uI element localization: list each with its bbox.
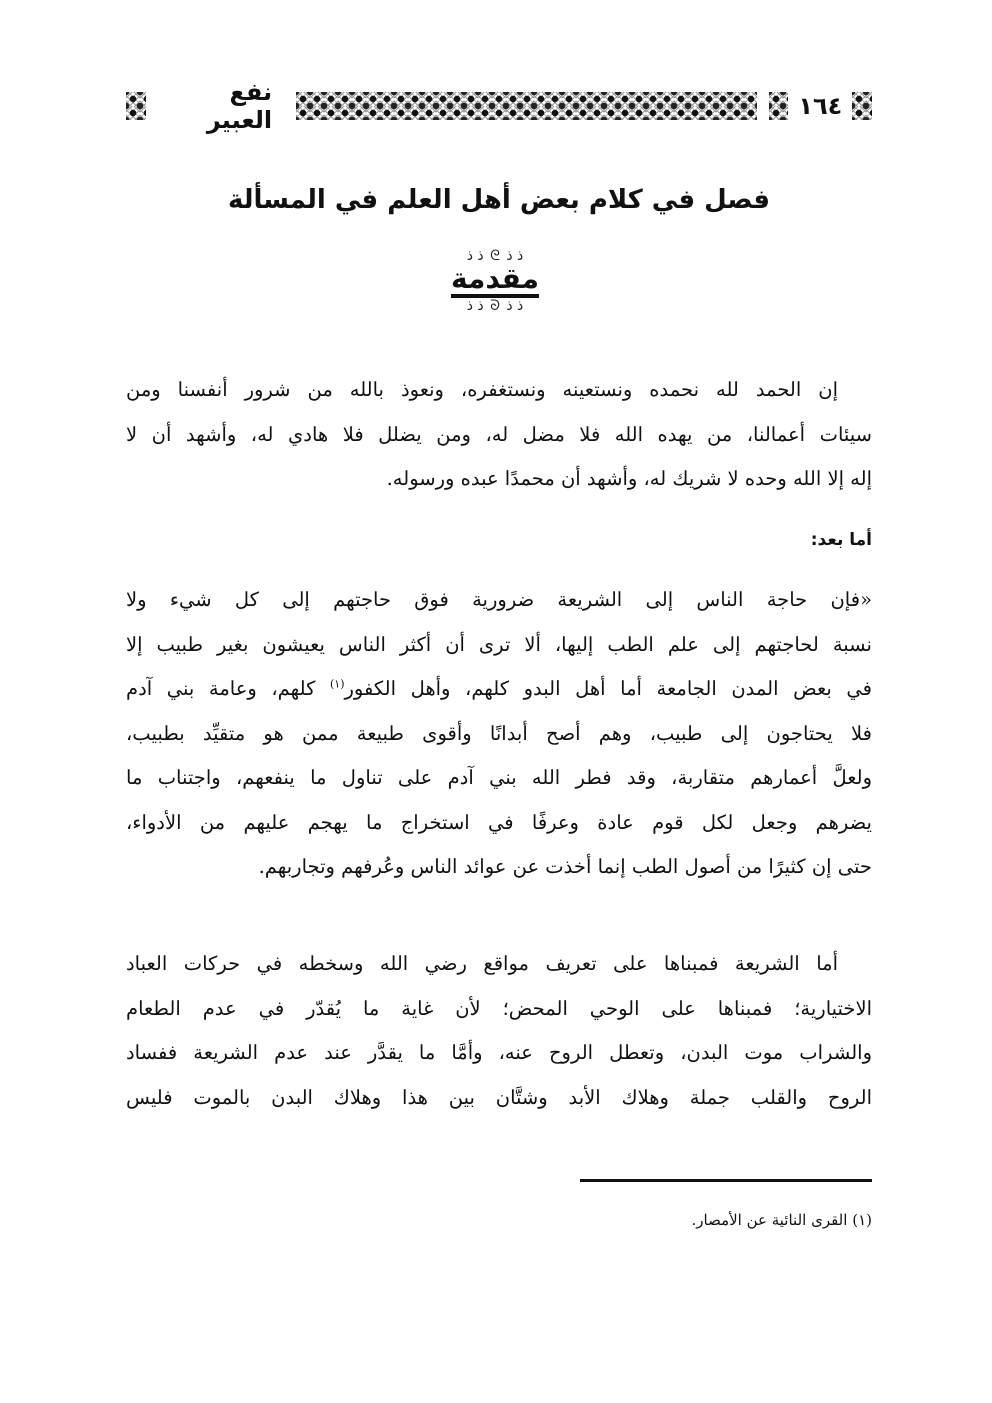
ornament-band: [296, 92, 757, 120]
intro-paragraph: [126, 368, 872, 502]
text-segment: كلهم، وعامة بني آدم: [126, 677, 330, 700]
text-line: يضرهم وجعل لكل قوم عادة وعرفًا في استخراج ما يهجم عليهم من الأدواء،: [126, 810, 872, 834]
running-header: [126, 78, 872, 134]
chapter-title: فصل في كلام بعض أهل العلم في المسألة: [227, 185, 771, 215]
sharia-paragraph: [126, 942, 872, 1120]
ornament-icon: [126, 92, 146, 120]
text-line: «فإن حاجة الناس إلى الشريعة ضرورية فوق حاجتهم إلى كل شيء ولا: [126, 588, 872, 611]
text-line: ولعلَّ أعمارهم متقاربة، وقد فطر الله بني آدم على تناول ما ينفعهم، واجتناب ما: [126, 766, 872, 789]
text-line: إن الحمد لله نحمده ونستعينه ونستغفره، ونعوذ بالله من شرور أنفسنا ومن: [126, 378, 838, 401]
text-line: أما الشريعة فمبناها على تعريف مواقع رضي الله وسخطه في حركات العباد: [126, 952, 838, 975]
ornament-icon: [769, 92, 789, 120]
footnote: [560, 1208, 872, 1232]
quote-paragraph: [126, 578, 872, 890]
text-line: حتى إن كثيرًا من أصول الطب إنما أخذت عن عوائد الناس وعُرفهم وتجاربهم.: [258, 855, 872, 878]
text-line: سيئات أعمالنا، من يهده الله فلا مضل له، ومن يضلل فلا هادي له، وأشهد أن لا: [126, 422, 872, 446]
text-line: [126, 667, 872, 712]
footnote-marker: (١): [852, 1211, 872, 1229]
footnote-divider: [580, 1179, 872, 1182]
text-line: نسبة لحاجتهم إلى علم الطب إليها، ألا ترى أن أكثر الناس يعيشون بغير طبيب إلا: [126, 632, 872, 656]
flourish-top-icon: ﺫ ﺫ ᘓ ﺫ ﺫ: [466, 248, 524, 264]
footnote-text: القرى النائية عن الأمصار.: [691, 1211, 848, 1229]
ornament-icon: [852, 92, 872, 120]
flourish-bottom-icon: ﺫ ﺫ ᘐ ﺫ ﺫ: [466, 298, 524, 314]
section-heading: [420, 248, 570, 318]
text-line: الروح والقلب جملة وهلاك الأبد وشتَّان بين هذا وهلاك البدن بالموت فليس: [126, 1085, 872, 1109]
footnote-ref-link[interactable]: (١): [329, 677, 345, 691]
amma-bad-label: أما بعد:: [810, 530, 872, 550]
section-heading-word: مقدمة: [451, 264, 539, 298]
text-line: والشراب موت البدن، وتعطل الروح عنه، وأمَّا ما يقدَّر عند عدم الشريعة ففساد: [126, 1041, 872, 1064]
running-title: نفع العبير: [206, 78, 273, 134]
page-number: ١٦٤: [798, 92, 843, 120]
text-line: إله إلا الله وحده لا شريك له، وأشهد أن محمدًا عبده ورسوله.: [386, 467, 872, 490]
text-segment: في بعض المدن الجامعة أما أهل البدو كلهم، وأهل الكفور: [344, 677, 872, 700]
text-line: الاختيارية؛ فمبناها على الوحي المحض؛ لأن غاية ما يُقدّر في عدم الطعام: [126, 996, 872, 1020]
text-line: فلا يحتاجون إلى طبيب، وهم أصح أبدانًا وأقوى طبيعة ممن هو متقيِّد بطبيب،: [126, 721, 872, 745]
amma-bad-heading: [126, 530, 872, 550]
